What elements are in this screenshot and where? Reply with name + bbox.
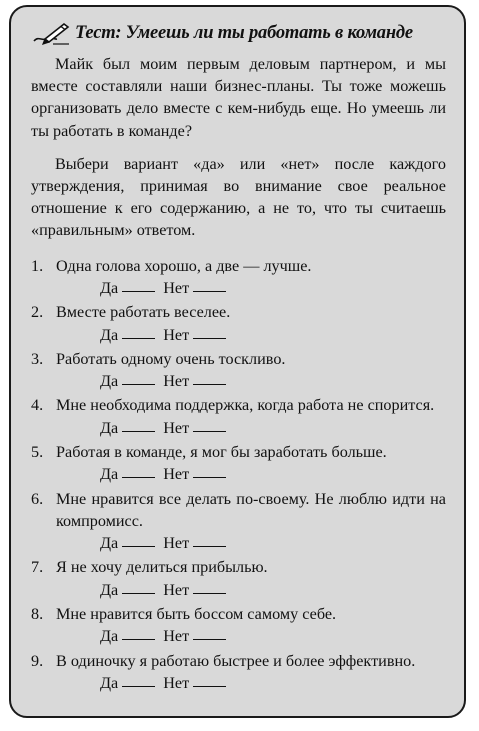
yes-label: Да: [100, 372, 119, 391]
item-text: Я не хочу делиться прибылью.: [56, 558, 268, 577]
no-label: Нет: [163, 418, 190, 437]
statement-item: [31, 255, 446, 300]
item-number: 8.: [31, 605, 44, 624]
yes-label: Да: [100, 325, 119, 344]
yes-label: Да: [100, 534, 119, 553]
item-number: 6.: [31, 489, 44, 508]
yes-label: Да: [100, 580, 119, 599]
yes-blank[interactable]: [122, 383, 155, 385]
no-blank[interactable]: [193, 430, 226, 432]
yes-blank[interactable]: [122, 638, 155, 640]
item-number: 2.: [31, 303, 44, 322]
statement-item: [31, 650, 446, 695]
item-number: 5.: [31, 443, 44, 461]
item-text: Работать одному очень тоскливо.: [56, 349, 286, 368]
pen-writing-icon: [31, 21, 71, 45]
yes-label: Да: [100, 627, 119, 646]
test-title: Тест: Умеешь ли ты работать в команде: [75, 22, 413, 43]
no-blank[interactable]: [193, 592, 226, 594]
no-label: Нет: [163, 465, 190, 484]
no-label: Нет: [163, 278, 190, 297]
yes-blank[interactable]: [122, 430, 155, 432]
no-blank[interactable]: [193, 638, 226, 640]
no-blank[interactable]: [193, 476, 226, 478]
item-text: Работая в команде, я мог бы заработать больше.: [56, 443, 387, 461]
item-number: 3.: [31, 349, 44, 368]
item-number: 7.: [31, 558, 44, 577]
test-card: [9, 5, 466, 718]
item-number: 1.: [31, 256, 44, 275]
yes-blank[interactable]: [122, 592, 155, 594]
answer-row: [56, 370, 446, 392]
yes-blank[interactable]: [122, 290, 155, 292]
statement-item: [31, 603, 446, 648]
instructions-paragraph: Выбери вариант «да» или «нет» после каждого утверждения, принимая во внимание свое реальное отношение к его содержанию, а не то, что ты считаешь «правильным» ответом.: [31, 154, 446, 240]
intro-paragraph: Майк был моим первым деловым партнером, и мы вместе составляли наши бизнес-планы. Ты тоже можешь организовать дело вместе с кем-нибудь еще. Но умеешь ли ты работать в команде?: [31, 55, 446, 140]
no-label: Нет: [163, 580, 190, 599]
item-number: 4.: [31, 396, 44, 415]
answer-row: [56, 672, 446, 694]
statement-item: [31, 556, 446, 601]
no-label: Нет: [163, 534, 190, 553]
item-text: Одна голова хорошо, а две — лучше.: [56, 256, 312, 275]
answer-row: [56, 579, 446, 601]
statement-item: [31, 441, 446, 486]
no-label: Нет: [163, 372, 190, 391]
yes-blank[interactable]: [122, 685, 155, 687]
statement-item: [31, 301, 446, 346]
yes-blank[interactable]: [122, 337, 155, 339]
title-row: [31, 19, 446, 47]
no-blank[interactable]: [193, 290, 226, 292]
item-text: Мне необходима поддержка, когда работа не спорится.: [56, 396, 435, 415]
no-blank[interactable]: [193, 685, 226, 687]
statement-item: [31, 488, 446, 555]
statement-list: [31, 255, 446, 695]
answer-row: [56, 324, 446, 346]
yes-label: Да: [100, 418, 119, 437]
item-text: Мне нравится все делать по-своему. Не люблю идти на компромисс.: [56, 489, 446, 530]
no-blank[interactable]: [193, 383, 226, 385]
no-label: Нет: [163, 627, 190, 646]
answer-row: [56, 625, 446, 647]
no-label: Нет: [163, 673, 190, 692]
answer-row: [56, 277, 446, 299]
yes-label: Да: [100, 278, 119, 297]
item-text: Мне нравится быть боссом самому себе.: [56, 605, 337, 624]
no-blank[interactable]: [193, 545, 226, 547]
item-number: 9.: [31, 651, 44, 670]
item-text: Вместе работать веселее.: [56, 303, 231, 322]
yes-blank[interactable]: [122, 545, 155, 547]
no-label: Нет: [163, 325, 190, 344]
yes-label: Да: [100, 465, 119, 484]
no-blank[interactable]: [193, 337, 226, 339]
yes-label: Да: [100, 673, 119, 692]
item-text: В одиночку я работаю быстрее и более эффективно.: [56, 651, 416, 670]
answer-row: [56, 417, 446, 439]
answer-row: [56, 463, 446, 485]
statement-item: [31, 394, 446, 439]
statement-item: [31, 348, 446, 393]
answer-row: [56, 532, 446, 554]
yes-blank[interactable]: [122, 476, 155, 478]
